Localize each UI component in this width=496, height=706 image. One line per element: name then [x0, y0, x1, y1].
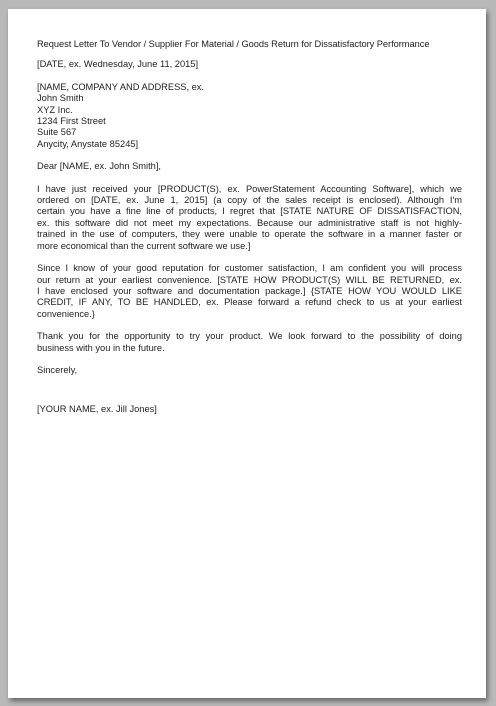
letter-page — [8, 9, 486, 698]
paragraph-line: Since I know of your good reputation for customer satisfaction, I am confident you will process — [37, 263, 462, 274]
paragraph-line: business with you in the future. — [37, 342, 165, 353]
paragraph-line: our return at your earliest convenience. [STATE HOW PRODUCT(S) WILL BE RETURNED, ex. — [37, 274, 462, 285]
signature: [YOUR NAME, ex. Jill Jones] — [37, 404, 157, 415]
paragraph-line: Thank you for the opportunity to try your product. We look forward to the possibility of doing — [37, 331, 462, 342]
paragraph-line: more economical than the current software we use.] — [37, 240, 251, 251]
paragraph-line: I have just received your [PRODUCT(S), ex. PowerStatement Accounting Software], which we — [37, 183, 462, 194]
address-line: XYZ Inc. — [37, 104, 73, 115]
paragraph-line: I have enclosed your software and documentation package.] {STATE HOW YOU WOULD LIKE — [37, 285, 462, 296]
paragraph-line: ex. this software did not meet my expectations. Because our administrative staff is not highly- — [37, 217, 462, 228]
recipient-address — [37, 82, 462, 150]
letter-date: [DATE, ex. Wednesday, June 11, 2015] — [37, 59, 199, 70]
address-line: John Smith — [37, 93, 84, 104]
letter-date-block — [37, 59, 462, 70]
address-line: [NAME, COMPANY AND ADDRESS, ex. — [37, 81, 205, 92]
paragraph-line: trained in the use of computers, they were unable to operate the software in a manner faster or — [37, 229, 462, 240]
signature-block — [37, 404, 462, 415]
body-paragraph-3 — [37, 331, 462, 354]
salutation: Dear [NAME, ex. John Smith], — [37, 161, 162, 172]
paragraph-line: CREDIT, IF ANY, TO BE HANDLED, ex. Please forward a refund check to us at your earliest — [37, 297, 462, 308]
address-line: Anycity, Anystate 85245] — [37, 138, 139, 149]
closing: Sincerely, — [37, 364, 78, 375]
address-line: Suite 567 — [37, 127, 77, 138]
paragraph-line: certain you have a fine line of products, I regret that [STATE NATURE OF DISSATISFACTION, — [37, 206, 462, 217]
address-line: 1234 First Street — [37, 116, 106, 127]
paragraph-line: convenience.} — [37, 308, 95, 319]
paragraph-line: ordered on [DATE, ex. June 1, 2015] (a copy of the sales receipt is enclosed). Although I'm — [37, 195, 462, 206]
salutation-block — [37, 161, 462, 172]
body-paragraph-1 — [37, 184, 462, 252]
letter-title: Request Letter To Vendor / Supplier For Material / Goods Return for Dissatisfactory Performance — [37, 39, 430, 49]
closing-block — [37, 365, 462, 376]
body-paragraph-2 — [37, 263, 462, 320]
